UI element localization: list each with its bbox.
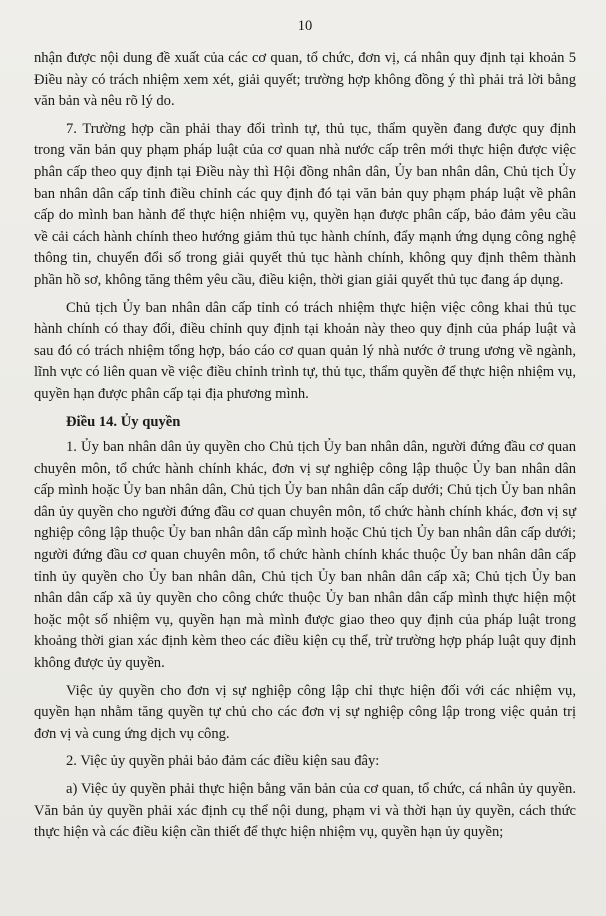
paragraph-article-14-public-units: Việc ủy quyền cho đơn vị sự nghiệp công lập chỉ thực hiện đối với các nhiệm vụ, quyền hạn nhằm tăng quyền tự chủ cho các đơn vị sự nghiệp công lập trong việc quản trị đơn vị và cung ứng dịch vụ công.	[34, 682, 576, 742]
document-body	[34, 48, 576, 844]
paragraph-continuation: nhận được nội dung đề xuất của các cơ quan, tổ chức, đơn vị, cá nhân quy định tại khoản 5 Điều này có trách nhiệm xem xét, giải quyết; trường hợp không đồng ý thì phải trả lời bằng văn bản và nêu rõ lý do.	[34, 50, 576, 110]
page-number: 10	[297, 18, 313, 34]
paragraph-article-14-clause-1: 1. Ủy ban nhân dân ủy quyền cho Chủ tịch Ủy ban nhân dân, người đứng đầu cơ quan chuyên môn, tổ chức hành chính khác, đơn vị sự nghiệp công lập thuộc Ủy ban nhân dân cấp mình hoặc Ủy ban nhân dân, Chủ tịch Ủy ban nhân dân cấp dưới; Chủ tịch Ủy ban nhân dân ủy quyền cho người đứng đầu cơ quan chuyên môn, tổ chức hành chính khác, đơn vị sự nghiệp công lập thuộc Ủy ban nhân dân cấp mình hoặc Chủ tịch Ủy ban nhân dân cấp dưới; người đứng đầu cơ quan chuyên môn, tổ chức hành chính khác thuộc Ủy ban nhân dân cấp tỉnh ủy quyền cho Ủy ban nhân dân, Chủ tịch Ủy ban nhân dân cấp xã; Chủ tịch Ủy ban nhân dân cấp xã ủy quyền cho công chức thuộc Ủy ban nhân dân cấp mình thực hiện một hoặc một số nhiệm vụ, quyền hạn mà mình được giao theo quy định của pháp luật trong khoảng thời gian xác định kèm theo các điều kiện cụ thể, trừ trường hợp pháp luật quy định không được ủy quyền.	[34, 439, 576, 672]
paragraph-article-14-clause-2a: a) Việc ủy quyền phải thực hiện bằng văn bản của cơ quan, tổ chức, cá nhân ủy quyền. Văn bản ủy quyền phải xác định cụ thể nội dung, phạm vi và thời hạn ủy quyền, cách thức thực hiện và các điều kiện cần thiết để thực hiện nhiệm vụ, quyền hạn ủy quyền;	[34, 781, 576, 841]
paragraph-clause-7-responsibility: Chủ tịch Ủy ban nhân dân cấp tỉnh có trách nhiệm thực hiện việc công khai thủ tục hành chính có thay đổi, điều chỉnh quy định tại khoản này theo quy định của pháp luật và sau đó có trách nhiệm tổng hợp, báo cáo cơ quan quản lý nhà nước ở trung ương về ngành, lĩnh vực có liên quan về việc điều chỉnh trình tự, thủ tục, thẩm quyền để thực hiện nhiệm vụ, quyền hạn được phân cấp tại địa phương mình.	[34, 299, 576, 402]
paragraph-article-14-clause-2: 2. Việc ủy quyền phải bảo đảm các điều kiện sau đây:	[66, 753, 380, 770]
article-14-heading: Điều 14. Ủy quyền	[66, 413, 181, 430]
paragraph-clause-7: 7. Trường hợp cần phải thay đổi trình tự, thủ tục, thẩm quyền đang được quy định trong văn bản quy phạm pháp luật của cơ quan nhà nước cấp trên mới thực hiện được việc phân cấp theo quy định tại Điều này thì Hội đồng nhân dân, Ủy ban nhân dân, Chủ tịch Ủy ban nhân dân cấp tỉnh điều chỉnh các quy định đó tại văn bản quy phạm pháp luật về phân cấp do mình ban hành để thực hiện nhiệm vụ, quyền hạn được phân cấp, bảo đảm yêu cầu về cải cách hành chính theo hướng giảm thủ tục hành chính, đẩy mạnh ứng dụng công nghệ thông tin, chuyển đổi số trong giải quyết thủ tục hành chính, không quy định thêm thành phần hồ sơ, không tăng thêm yêu cầu, điều kiện, thời gian giải quyết thủ tục đang áp dụng.	[34, 120, 576, 288]
